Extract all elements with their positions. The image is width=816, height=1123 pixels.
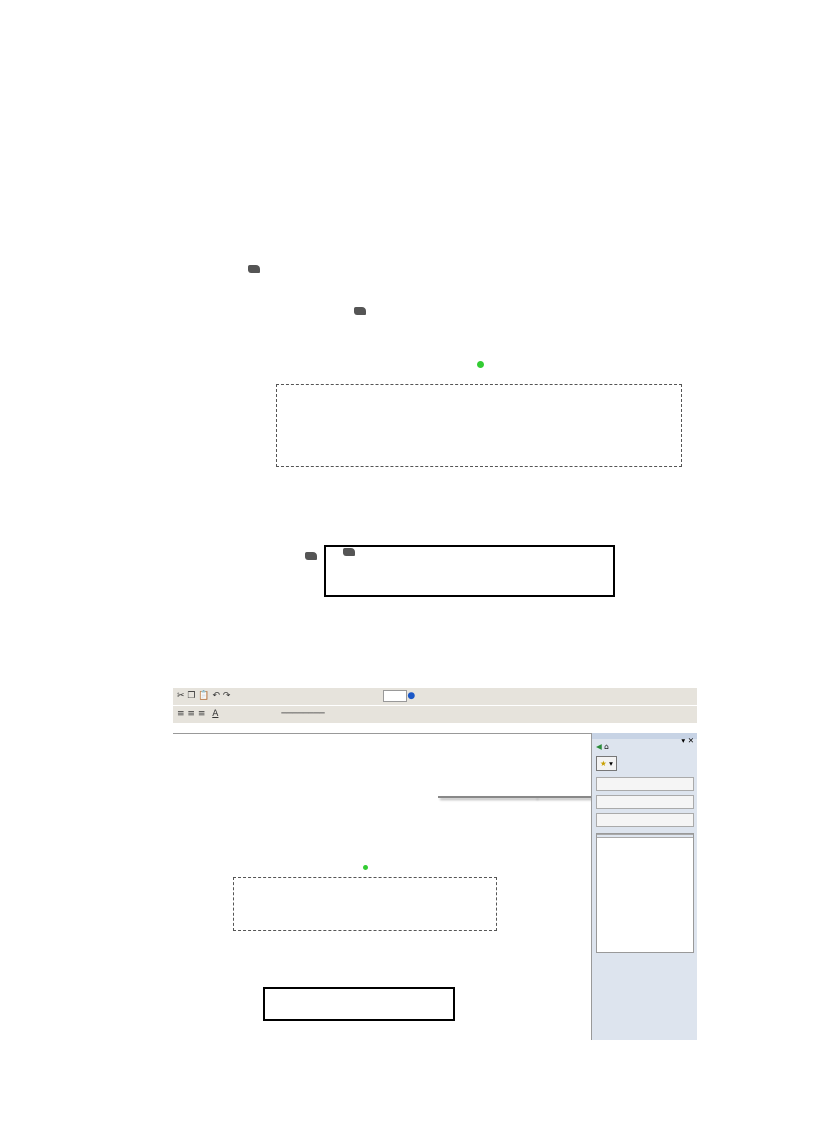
mini-question-textbox[interactable] bbox=[233, 877, 497, 931]
redo-icon[interactable]: ↷ bbox=[222, 691, 231, 701]
keyword-box bbox=[324, 545, 615, 597]
start-select[interactable] bbox=[596, 777, 694, 791]
line-style-icon[interactable]: ──────── bbox=[281, 709, 325, 719]
font-color-icon[interactable]: A bbox=[212, 709, 219, 719]
animation-list bbox=[596, 833, 694, 953]
question-textbox[interactable] bbox=[276, 384, 682, 467]
rotate-handle[interactable] bbox=[477, 361, 484, 368]
custom-animation-panel bbox=[591, 733, 697, 1040]
mini-rotate-handle bbox=[363, 865, 368, 870]
sound-icon bbox=[305, 552, 317, 560]
entrance-effects-menu bbox=[438, 796, 536, 798]
close-icon[interactable]: ▾ ✕ bbox=[681, 736, 694, 745]
sound-icon bbox=[354, 307, 366, 315]
property-select[interactable] bbox=[596, 795, 694, 809]
add-effect-button[interactable]: ★ ▾ bbox=[596, 756, 617, 771]
toolbar-formatting bbox=[173, 706, 697, 723]
cut-icon[interactable]: ✂ bbox=[177, 691, 185, 701]
star-icon: ★ bbox=[600, 759, 607, 768]
slide-area bbox=[173, 725, 591, 1040]
align-right-icon[interactable]: ≡ bbox=[197, 709, 206, 719]
slide-edge bbox=[173, 733, 591, 734]
home-icon[interactable]: ⌂ bbox=[604, 742, 609, 751]
align-left-icon[interactable]: ≡ bbox=[177, 709, 185, 719]
align-center-icon[interactable]: ≡ bbox=[187, 709, 195, 719]
mini-keyword-box bbox=[263, 987, 455, 1021]
back-icon[interactable]: ◀ bbox=[596, 742, 602, 751]
undo-icon[interactable]: ↶ bbox=[212, 691, 221, 701]
trigger-row[interactable] bbox=[597, 834, 693, 838]
copy-icon[interactable]: ❐ bbox=[187, 691, 196, 701]
help-icon[interactable]: ● bbox=[407, 691, 416, 701]
toolbar-standard bbox=[173, 688, 697, 705]
paste-icon[interactable]: 📋 bbox=[198, 691, 210, 701]
zoom-select[interactable] bbox=[383, 690, 407, 702]
powerpoint-screenshot bbox=[173, 688, 697, 1040]
sound-icon bbox=[248, 265, 260, 273]
speed-select[interactable] bbox=[596, 813, 694, 827]
